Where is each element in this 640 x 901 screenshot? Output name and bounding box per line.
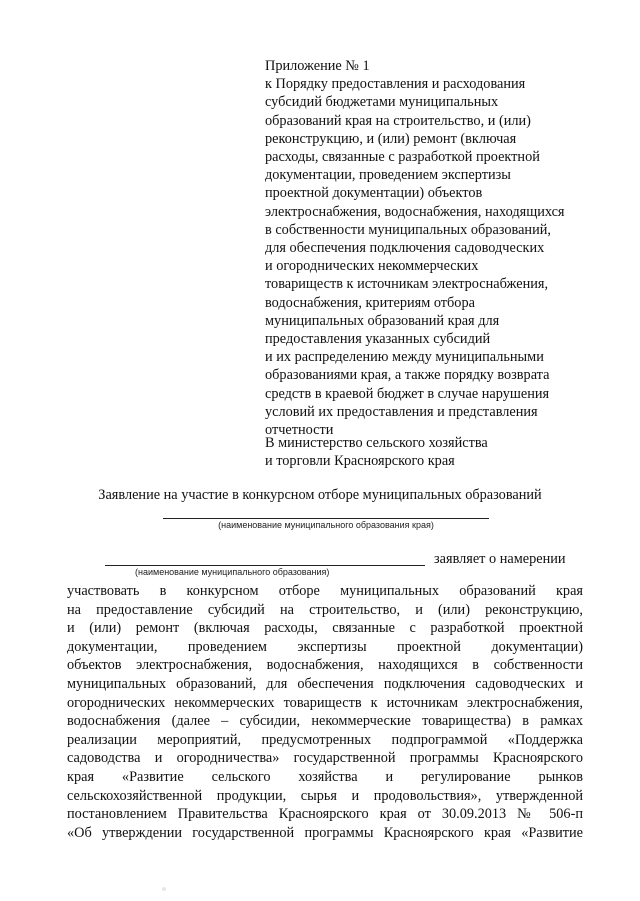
- body-line: «Об утверждении государственной программы Красноярского края «Развитие: [67, 824, 583, 841]
- appendix-line: образований края на строительство, и (или): [265, 112, 531, 129]
- appendix-line: предоставления указанных субсидий: [265, 331, 491, 348]
- body-line: водоснабжения (далее – субсидии, некоммерческие товарищества) в рамках: [67, 713, 583, 730]
- appendix-line: и их распределению между муниципальными: [265, 349, 544, 366]
- appendix-line: средств в краевой бюджет в случае нарушения: [265, 385, 550, 402]
- body-line: постановлением Правительства Красноярского края от 30.09.2013 № 506-п: [67, 806, 583, 823]
- appendix-line: реконструкцию, и (или) ремонт (включая: [265, 130, 517, 147]
- body-line: на предоставление субсидий на строительство, и (или) реконструкцию,: [67, 601, 583, 618]
- appendix-line: товариществ к источникам электроснабжения,: [265, 276, 549, 293]
- appendix-line: отчетности: [265, 422, 334, 439]
- body-line: объектов электроснабжения, водоснабжения, находящихся в собственности: [67, 657, 583, 674]
- municipality-caption-2: (наименование муниципального образования): [135, 567, 330, 577]
- body-line: документации, проведением экспертизы проектной документации): [67, 638, 583, 655]
- body-line: садоводства и огородничества» государственной программы Красноярского: [67, 750, 583, 767]
- body-line: и (или) ремонт (включая расходы, связанные с разработкой проектной: [67, 620, 583, 637]
- addressee-line: и торговли Красноярского края: [265, 453, 455, 470]
- body-line: муниципальных образований, для обеспечения подключения садоводческих и: [67, 675, 583, 692]
- body-line: участвовать в конкурсном отборе муниципальных образований края: [67, 583, 583, 599]
- body-line: сельскохозяйственной продукции, сырья и продовольствия», утвержденной: [67, 787, 583, 804]
- appendix-line: образованиями края, а также порядку возврата: [265, 367, 550, 384]
- addressee-line: В министерство сельского хозяйства: [265, 435, 488, 451]
- appendix-line: расходы, связанные с разработкой проектной: [265, 149, 540, 166]
- municipality-caption: (наименование муниципального образования края): [218, 520, 434, 530]
- appendix-line: и огороднических некоммерческих: [265, 258, 479, 275]
- appendix-line: условий их предоставления и представления: [265, 403, 538, 420]
- addressee-block: [265, 434, 605, 470]
- application-title: Заявление на участие в конкурсном отборе муниципальных образований: [98, 487, 542, 503]
- appendix-line: субсидий бюджетами муниципальных: [265, 94, 499, 111]
- appendix-line: к Порядку предоставления и расходования: [265, 76, 526, 93]
- appendix-line: в собственности муниципальных образований,: [265, 221, 551, 238]
- appendix-line: для обеспечения подключения садоводческих: [265, 240, 545, 257]
- body-line: огороднических некоммерческих товариществ к источникам электроснабжения,: [67, 694, 583, 711]
- municipality-fill-line: [163, 518, 489, 519]
- appendix-line: водоснабжения, критериям отбора: [265, 294, 475, 311]
- application-body: [67, 582, 583, 842]
- declares-intent-text: заявляет о намерении: [434, 551, 566, 567]
- body-line: края «Развитие сельского хозяйства и регулирование рынков: [67, 768, 583, 785]
- appendix-line: муниципальных образований края для: [265, 312, 500, 329]
- body-line: реализации мероприятий, предусмотренных подпрограммой «Поддержка: [67, 731, 583, 748]
- municipality-fill-line-2: [105, 565, 425, 566]
- appendix-line: проектной документации) объектов: [265, 185, 483, 202]
- appendix-line: документации, проведением экспертизы: [265, 167, 511, 184]
- appendix-line: электроснабжения, водоснабжения, находящихся: [265, 203, 565, 220]
- appendix-line: Приложение № 1: [265, 58, 370, 74]
- scan-speck: [162, 887, 166, 891]
- appendix-block: [265, 57, 605, 439]
